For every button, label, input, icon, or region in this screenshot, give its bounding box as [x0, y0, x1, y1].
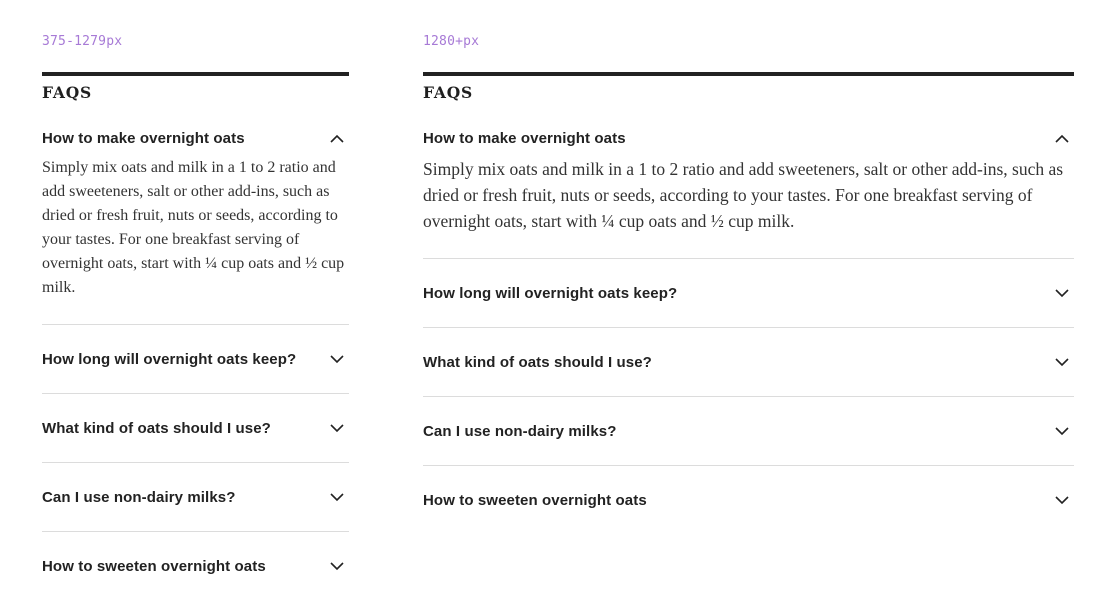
faq-item — [423, 328, 1074, 397]
faq-question-toggle[interactable] — [423, 466, 1074, 534]
faq-question-toggle[interactable] — [42, 122, 349, 154]
faq-item — [423, 397, 1074, 466]
faq-item — [423, 259, 1074, 328]
faq-list — [423, 122, 1074, 534]
faq-question: Can I use non-dairy milks? — [423, 422, 617, 440]
faq-item — [42, 394, 349, 463]
faq-item — [42, 532, 349, 600]
faq-item — [42, 463, 349, 532]
faq-item — [42, 325, 349, 394]
chevron-down-icon[interactable] — [326, 417, 348, 439]
faq-question-toggle[interactable] — [42, 532, 349, 600]
faq-answer: Simply mix oats and milk in a 1 to 2 ratio and add sweeteners, salt or other add-ins, such as dried or fresh fruit, nuts or seeds, according to your tastes. For one breakfast serving of overnight oats, start with ¼ cup oats and ½ cup milk. — [42, 159, 345, 296]
faq-item — [42, 122, 349, 325]
chevron-down-icon[interactable] — [326, 348, 348, 370]
chevron-down-icon[interactable] — [1051, 282, 1073, 304]
faq-item — [423, 122, 1074, 259]
faq-heading: FAQS — [42, 83, 93, 102]
breakpoint-label: 1280+px — [423, 34, 480, 49]
faq-heading: FAQS — [423, 83, 474, 102]
faq-question-toggle[interactable] — [423, 259, 1074, 327]
faq-question-toggle[interactable] — [423, 122, 1074, 154]
faq-question: What kind of oats should I use? — [42, 419, 271, 437]
faq-list — [42, 122, 349, 600]
faq-question-toggle[interactable] — [423, 397, 1074, 465]
chevron-up-icon[interactable] — [326, 127, 348, 149]
faq-question: How to sweeten overnight oats — [42, 557, 266, 575]
faq-question: How long will overnight oats keep? — [42, 350, 297, 368]
faq-question: Can I use non-dairy milks? — [42, 488, 236, 506]
chevron-down-icon[interactable] — [326, 486, 348, 508]
breakpoint-label: 375-1279px — [42, 34, 123, 49]
faq-question: How to make overnight oats — [42, 129, 245, 147]
chevron-up-icon[interactable] — [1051, 127, 1073, 149]
faq-question: How to sweeten overnight oats — [423, 491, 647, 509]
faq-answer: Simply mix oats and milk in a 1 to 2 ratio and add sweeteners, salt or other add-ins, such as dried or fresh fruit, nuts or seeds, according to your tastes. For one breakfast serving of overnight oats, start with ¼ cup oats and ½ cup milk. — [423, 159, 1064, 231]
chevron-down-icon[interactable] — [326, 555, 348, 577]
faq-question-toggle[interactable] — [42, 463, 349, 531]
chevron-down-icon[interactable] — [1051, 420, 1073, 442]
top-rule — [42, 72, 349, 76]
top-rule — [423, 72, 1074, 76]
faq-item — [423, 466, 1074, 534]
faq-question-toggle[interactable] — [423, 328, 1074, 396]
faq-question-toggle[interactable] — [42, 394, 349, 462]
faq-question: What kind of oats should I use? — [423, 353, 652, 371]
chevron-down-icon[interactable] — [1051, 351, 1073, 373]
chevron-down-icon[interactable] — [1051, 489, 1073, 511]
faq-question: How long will overnight oats keep? — [423, 284, 678, 302]
faq-question-toggle[interactable] — [42, 325, 349, 393]
faq-question: How to make overnight oats — [423, 129, 626, 147]
